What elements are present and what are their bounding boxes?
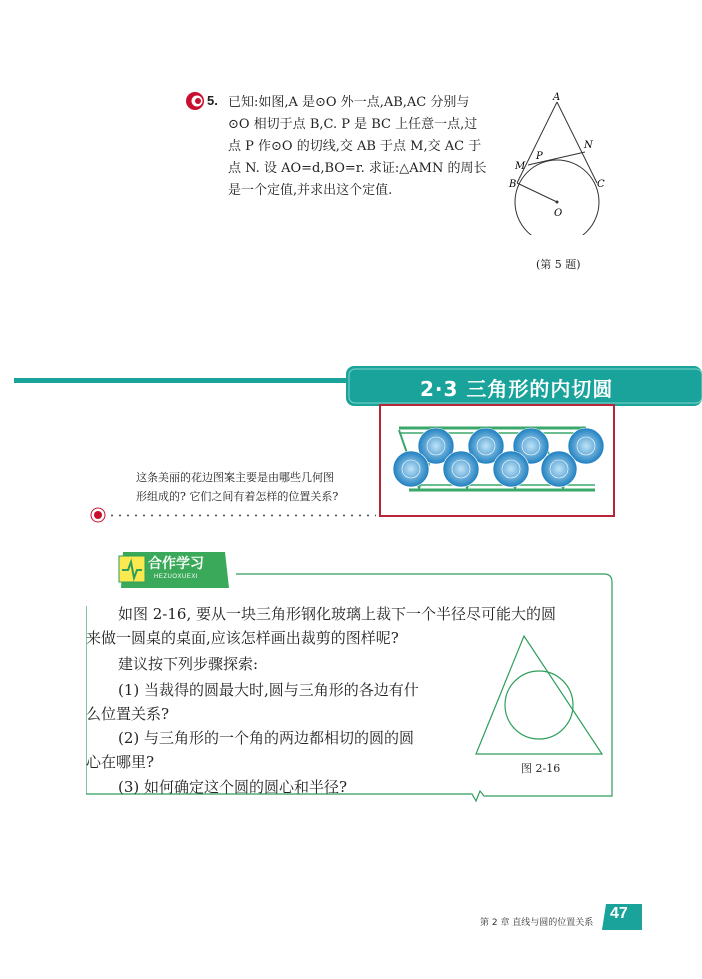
problem-line: 是一个定值,并求出这个定值.	[228, 183, 393, 198]
label-o: O	[554, 208, 563, 219]
page-number: 47	[610, 905, 628, 922]
intro-line: 形组成的? 它们之间有着怎样的位置关系?	[136, 490, 339, 503]
intro-question	[136, 468, 366, 506]
border-pattern-illustration	[379, 404, 615, 517]
coop-title: 合作学习	[148, 556, 204, 572]
problem-line: 点 N. 设 AO=d,BO=r. 求证:△AMN 的周长	[228, 161, 487, 176]
exercise-badge-icon	[185, 91, 205, 111]
dotted-leader	[108, 514, 376, 517]
label-n: N	[584, 140, 593, 151]
figure-caption: (第 5 题)	[536, 258, 581, 271]
problem-number: 5.	[207, 93, 218, 108]
body-line: 心在哪里?	[86, 753, 155, 771]
problem-line: 已知:如图,A 是⊙O 外一点,AB,AC 分别与	[228, 95, 470, 110]
body-line: 来做一圆桌的桌面,应该怎样画出裁剪的图样呢?	[86, 629, 399, 647]
section-title: 2·3 三角形的内切圆	[420, 377, 614, 401]
body-line: (3) 如何确定这个圆的圆心和半径?	[118, 778, 348, 796]
bullet-marker-icon	[90, 507, 106, 523]
section-rule	[14, 378, 366, 383]
circle-o	[515, 160, 599, 235]
floral-border-pattern	[381, 406, 613, 515]
intro-line: 这条美丽的花边图案主要是由哪些几何图	[136, 471, 334, 484]
label-p: P	[536, 151, 543, 162]
tangent-circle-figure	[500, 90, 615, 235]
body-line: (2) 与三角形的一个角的两边都相切的圆的圆	[118, 729, 415, 747]
body-line: 么位置关系?	[86, 705, 170, 723]
label-c: C	[597, 179, 605, 190]
label-a: A	[553, 92, 561, 103]
body-line: 如图 2-16, 要从一块三角形钢化玻璃上裁下一个半径尽可能大的圆	[118, 605, 557, 623]
figure-caption: 图 2-16	[521, 762, 561, 775]
coop-pinyin: HEZUOXUEXI	[154, 574, 199, 580]
problem-text	[228, 92, 496, 202]
problem-line: 点 P 作⊙O 的切线,交 AB 于点 M,交 AC 于	[228, 139, 482, 154]
problem-line: ⊙O 相切于点 B,C. P 是 BC 上任意一点,过	[228, 117, 478, 132]
segment-ob	[517, 183, 557, 202]
body-line: (1) 当裁得的圆最大时,圆与三角形的各边有什	[118, 681, 419, 699]
label-m: M	[515, 161, 526, 172]
body-line: 建议按下列步骤探索:	[118, 655, 259, 673]
chapter-footer: 第 2 章 直线与圆的位置关系	[480, 918, 594, 928]
incircle-triangle-figure	[472, 634, 604, 760]
label-b: B	[509, 179, 517, 190]
point-o	[556, 201, 559, 204]
